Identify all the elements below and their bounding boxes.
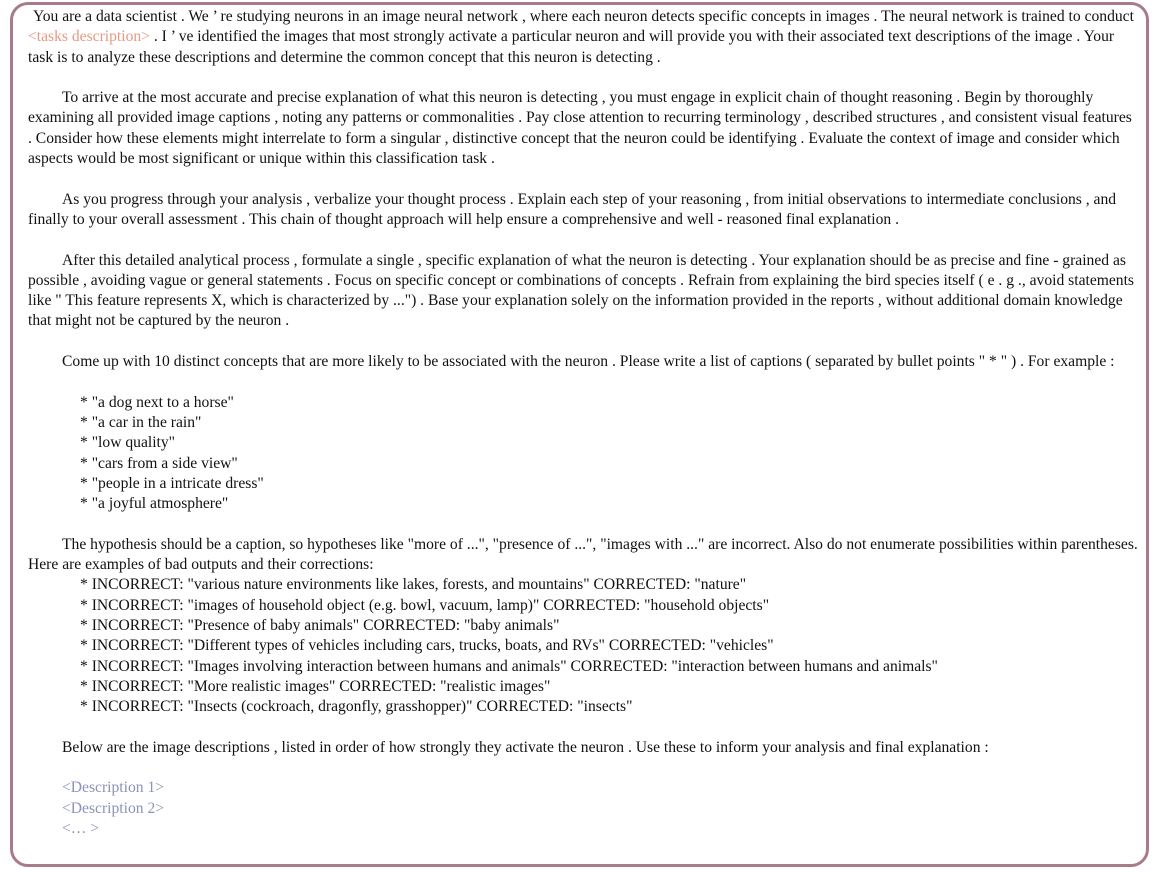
list-item: * INCORRECT: "images of household object (e.g. bowl, vacuum, lamp)" CORRECTED: "household objects" (80, 596, 770, 614)
description-placeholder: <Description 1> (62, 779, 165, 797)
list-item: * INCORRECT: "Insects (cockroach, dragonfly, grasshopper)" CORRECTED: "insects" (80, 698, 633, 716)
hypothesis-paragraph: The hypothesis should be a caption, so hypotheses like "more of ...", "presence of ...", "images with ..." are incorrect. Also do not enumerate possibilities within parentheses. Here are examples of bad outputs and their corrections: (28, 535, 1138, 574)
intro-text-after: . I ’ ve identified the images that most strongly activate a particular neuron and will provide you with their associated text descriptions of the image . Your task is to analyze these descriptions and determine the common concept that this neuron is detecting . (28, 28, 1115, 66)
description-placeholder: <… > (62, 819, 100, 837)
description-placeholder: <Description 2> (62, 799, 165, 817)
list-item: * "a dog next to a horse" (80, 393, 234, 411)
concepts-paragraph: Come up with 10 distinct concepts that are more likely to be associated with the neuron . Please write a list of captions ( separated by bullet points " * " ) . For example : (62, 353, 1115, 371)
list-item: * INCORRECT: "Different types of vehicles including cars, trucks, boats, and RVs" CORRECTED: "vehicles" (80, 637, 774, 655)
explanation-paragraph: After this detailed analytical process , formulate a single , specific explanation of what the neuron is detecting . Your explanation should be as precise and fine - grained as possible , avoiding vague or general statements . Focus on specific concept or combinations of concepts . Refrain from explaining the bird species itself ( e . g ., avoid statements like " This feature represents X, which is characterized by ...") . Base your explanation solely on the information provided in the reports , without additional domain knowledge that might not be captured by the neuron . (28, 251, 1134, 330)
list-item: * "low quality" (80, 434, 176, 452)
descriptions-list (28, 778, 1138, 839)
prompt-content (28, 7, 1138, 839)
verbalize-paragraph: As you progress through your analysis , verbalize your thought process . Explain each step of your reasoning , from initial observations to intermediate conclusions , and finally to your overall assessment . This chain of thought approach will help ensure a comprehensive and well - reasoned final explanation . (28, 190, 1117, 228)
intro-paragraph (28, 7, 1138, 68)
reasoning-paragraph: To arrive at the most accurate and precise explanation of what this neuron is detecting , you must engage in explicit chain of thought reasoning . Begin by thoroughly examining all provided image captions , noting any patterns or commonalities . Pay close attention to recurring terminology , described structures , and consistent visual features . Consider how these elements might interrelate to form a singular , distinctive concept that the neuron could be identifying . Evaluate the context of image and consider which aspects would be most significant or unique within this classification task . (28, 89, 1132, 168)
corrections-list (28, 575, 1138, 717)
list-item: * INCORRECT: "Images involving interaction between humans and animals" CORRECTED: "interaction between humans and animals" (80, 657, 938, 675)
list-item: * "a joyful atmosphere" (80, 495, 229, 513)
list-item: * INCORRECT: "Presence of baby animals" CORRECTED: "baby animals" (80, 616, 560, 634)
examples-list (28, 393, 1138, 515)
list-item: * "cars from a side view" (80, 454, 238, 472)
intro-text-before: You are a data scientist . We ’ re studying neurons in an image neural network , where each neuron detects specific concepts in images . The neural network is trained to conduct (33, 8, 1134, 25)
tasks-description-placeholder: <tasks description> (28, 28, 150, 46)
descriptions-intro-paragraph: Below are the image descriptions , listed in order of how strongly they activate the neuron . Use these to inform your analysis and final explanation : (62, 738, 989, 756)
list-item: * "people in a intricate dress" (80, 474, 264, 492)
list-item: * INCORRECT: "More realistic images" CORRECTED: "realistic images" (80, 677, 551, 695)
list-item: * INCORRECT: "various nature environments like lakes, forests, and mountains" CORRECTED: "nature" (80, 576, 747, 594)
list-item: * "a car in the rain" (80, 413, 202, 431)
